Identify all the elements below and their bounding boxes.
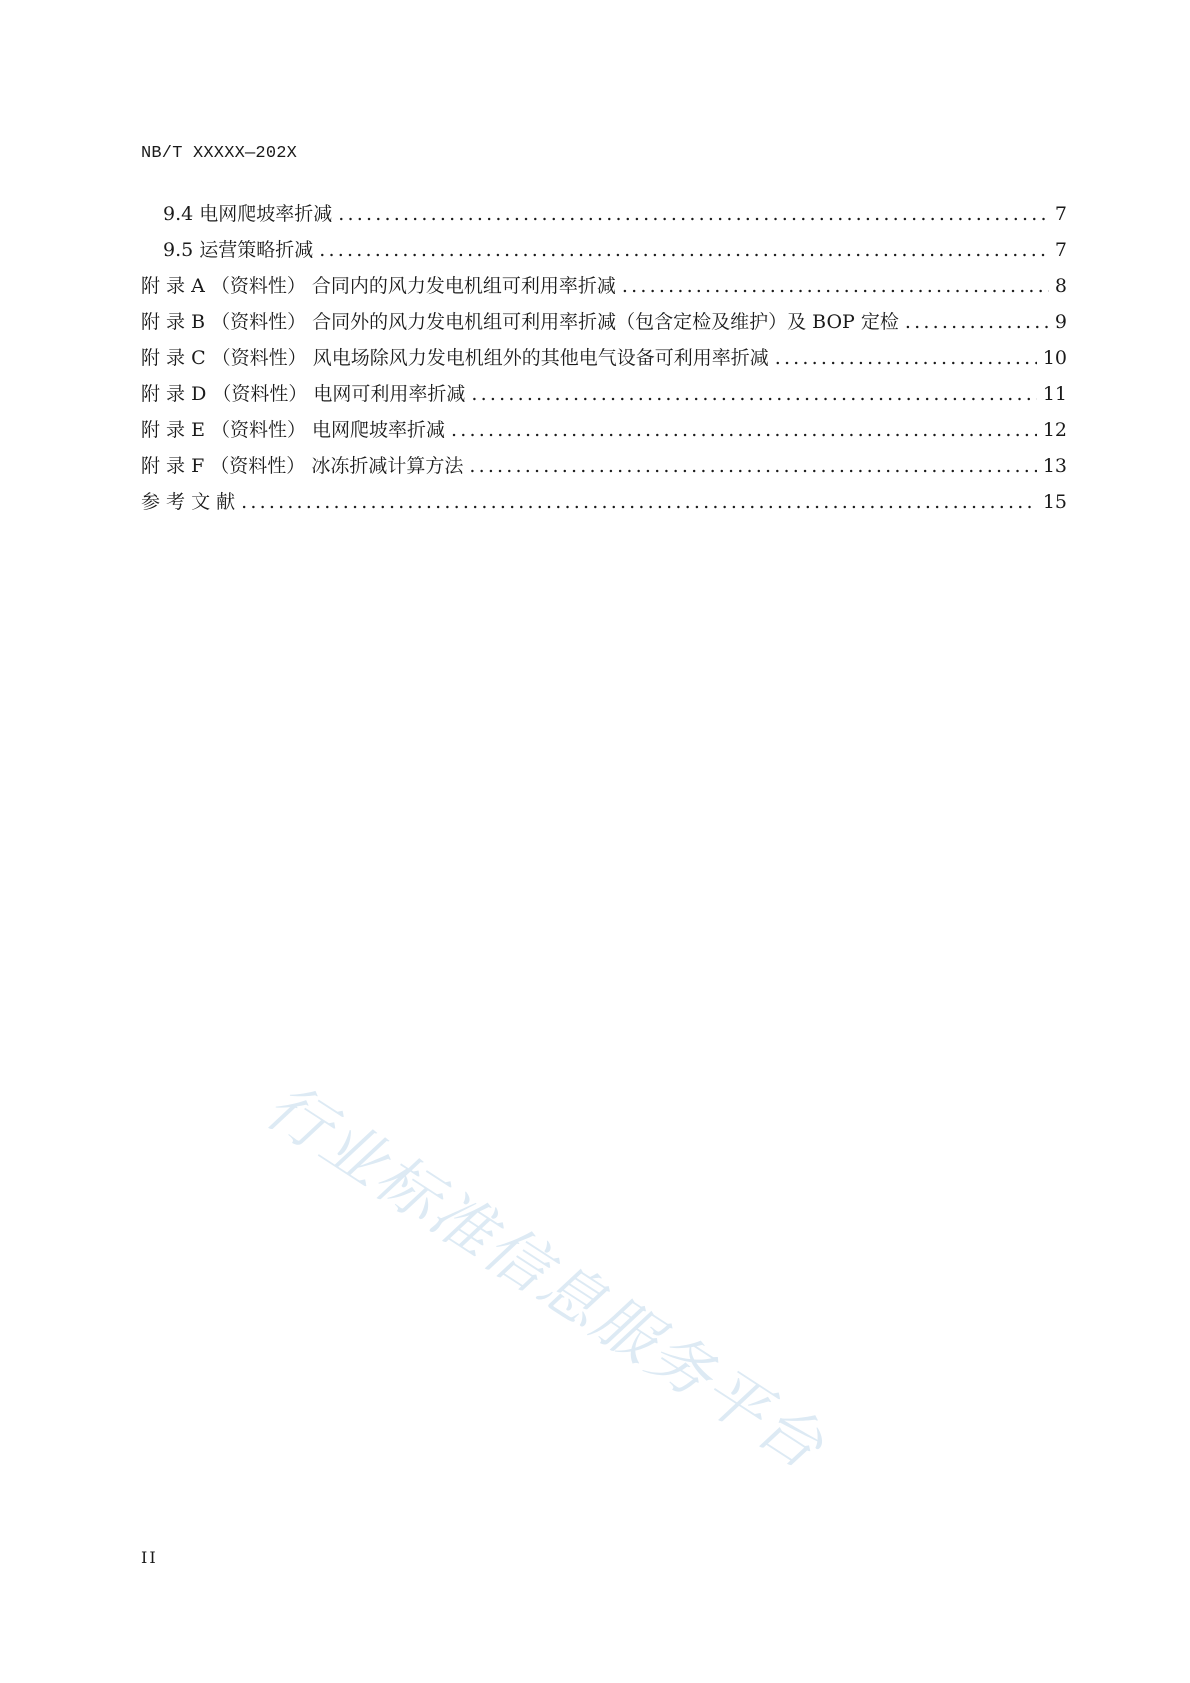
toc-entry-page: 10: [1042, 347, 1067, 369]
toc-entry-page: 11: [1042, 383, 1067, 405]
toc-dot-leader: [905, 304, 1049, 340]
toc-entry-page: 13: [1042, 455, 1067, 477]
standard-number-header: NB/T XXXXX—202X: [141, 144, 298, 163]
toc-entry-label: 附 录 F （资料性） 冰冻折减计算方法: [141, 455, 464, 477]
toc-entry-label: 参 考 文 献: [141, 491, 236, 513]
toc-entry-9-4[interactable]: [141, 196, 1067, 232]
toc-dot-leader: [469, 448, 1036, 484]
toc-entry-label: 附 录 B （资料性） 合同外的风力发电机组可利用率折减（包含定检及维护）及 BOP 定检: [141, 311, 899, 333]
toc-entry-page: 7: [1054, 203, 1067, 225]
toc-entry-page: 9: [1054, 311, 1067, 333]
toc-dot-leader: [338, 196, 1049, 232]
table-of-contents: [141, 196, 1067, 520]
toc-entry-label: 9.4 电网爬坡率折减: [163, 203, 333, 225]
toc-entry-appendix-c[interactable]: [141, 340, 1067, 376]
toc-entry-label: 附 录 E （资料性） 电网爬坡率折减: [141, 419, 446, 441]
toc-entry-label: 附 录 D （资料性） 电网可利用率折减: [141, 383, 466, 405]
toc-entry-appendix-d[interactable]: [141, 376, 1067, 412]
watermark-text: 行业标准信息服务平台: [253, 1068, 839, 1485]
toc-entry-page: 8: [1054, 275, 1067, 297]
toc-dot-leader: [451, 412, 1037, 448]
toc-entry-label: 附 录 A （资料性） 合同内的风力发电机组可利用率折减: [141, 275, 616, 297]
toc-dot-leader: [622, 268, 1049, 304]
toc-dot-leader: [241, 484, 1037, 520]
toc-dot-leader: [471, 376, 1036, 412]
toc-entry-page: 12: [1042, 419, 1067, 441]
toc-entry-label: 附 录 C （资料性） 风电场除风力发电机组外的其他电气设备可利用率折减: [141, 347, 769, 369]
toc-entry-label: 9.5 运营策略折减: [163, 239, 314, 261]
toc-dot-leader: [319, 232, 1049, 268]
toc-dot-leader: [775, 340, 1037, 376]
toc-entry-page: 7: [1054, 239, 1067, 261]
toc-entry-9-5[interactable]: [141, 232, 1067, 268]
page-number: II: [141, 1548, 158, 1567]
toc-entry-appendix-b[interactable]: [141, 304, 1067, 340]
toc-entry-references[interactable]: [141, 484, 1067, 520]
toc-entry-appendix-e[interactable]: [141, 412, 1067, 448]
toc-entry-page: 15: [1042, 491, 1067, 513]
toc-entry-appendix-a[interactable]: [141, 268, 1067, 304]
toc-entry-appendix-f[interactable]: [141, 448, 1067, 484]
